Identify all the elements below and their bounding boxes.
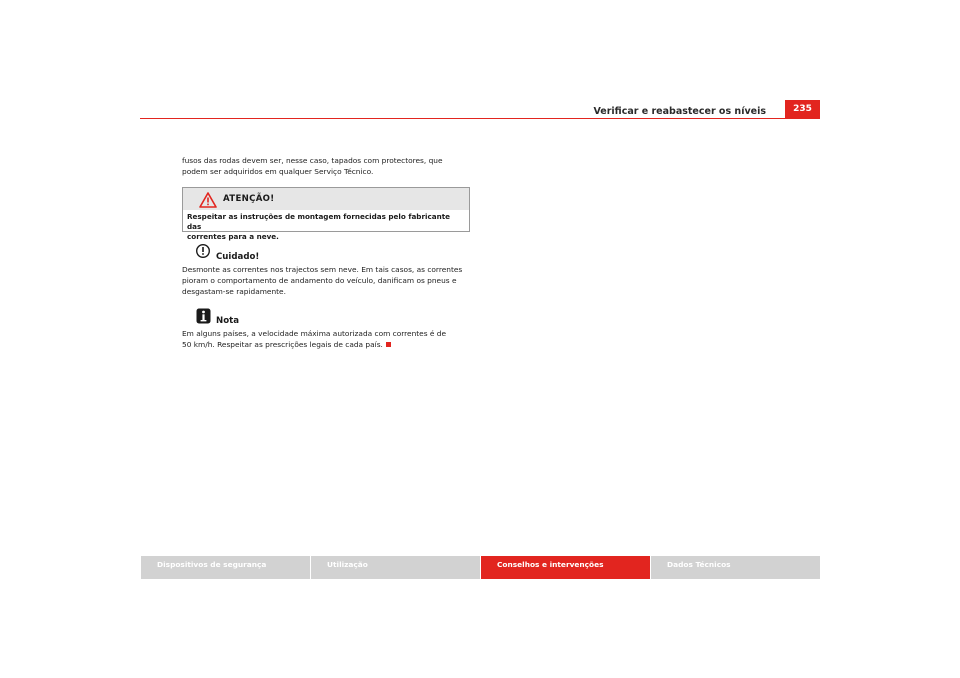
intro-line-2: podem ser adquiridos em qualquer Serviço Técnico. — [182, 167, 374, 176]
note-line-1: Em alguns países, a velocidade máxima autorizada com correntes é de — [182, 329, 447, 338]
exclamation-circle-icon — [196, 244, 210, 258]
footer-tab-dados-tecnicos[interactable]: Dados Técnicos — [651, 556, 820, 579]
warning-body — [183, 210, 469, 242]
caution-paragraph — [182, 264, 482, 297]
page-header-title: Verificar e reabastecer os níveis — [593, 106, 766, 117]
info-note-icon — [196, 308, 211, 324]
warning-line-1: Respeitar as instruções de montagem fornecidas pelo fabricante das — [187, 212, 451, 231]
intro-line-1: fusos das rodas devem ser, nesse caso, tapados com protectores, que — [182, 156, 443, 165]
warning-triangle-icon — [199, 192, 217, 208]
page-number-badge: 235 — [785, 100, 820, 119]
note-line-2 — [182, 339, 482, 350]
caution-line-2: pioram o comportamento de andamento do veículo, danificam os pneus e — [182, 276, 457, 285]
warning-box — [182, 187, 470, 241]
warning-header — [183, 188, 469, 210]
end-of-section-mark — [386, 342, 391, 347]
warning-title: ATENÇÃO! — [223, 194, 275, 204]
header-divider — [140, 118, 820, 119]
intro-paragraph — [182, 155, 482, 177]
caution-line-3: desgastam-se rapidamente. — [182, 287, 286, 296]
caution-title: Cuidado! — [216, 252, 260, 262]
footer-tab-utilizacao[interactable]: Utilização — [311, 556, 480, 579]
note-paragraph — [182, 328, 482, 350]
warning-line-2: correntes para a neve. — [187, 232, 279, 241]
caution-line-1: Desmonte as correntes nos trajectos sem neve. Em tais casos, as correntes — [182, 265, 463, 274]
footer-tab-dispositivos[interactable]: Dispositivos de segurança — [141, 556, 310, 579]
note-line-2-text: 50 km/h. Respeitar as prescrições legais de cada país. — [182, 340, 383, 349]
note-title: Nota — [216, 316, 240, 326]
footer-tab-conselhos[interactable]: Conselhos e intervenções — [481, 556, 650, 579]
